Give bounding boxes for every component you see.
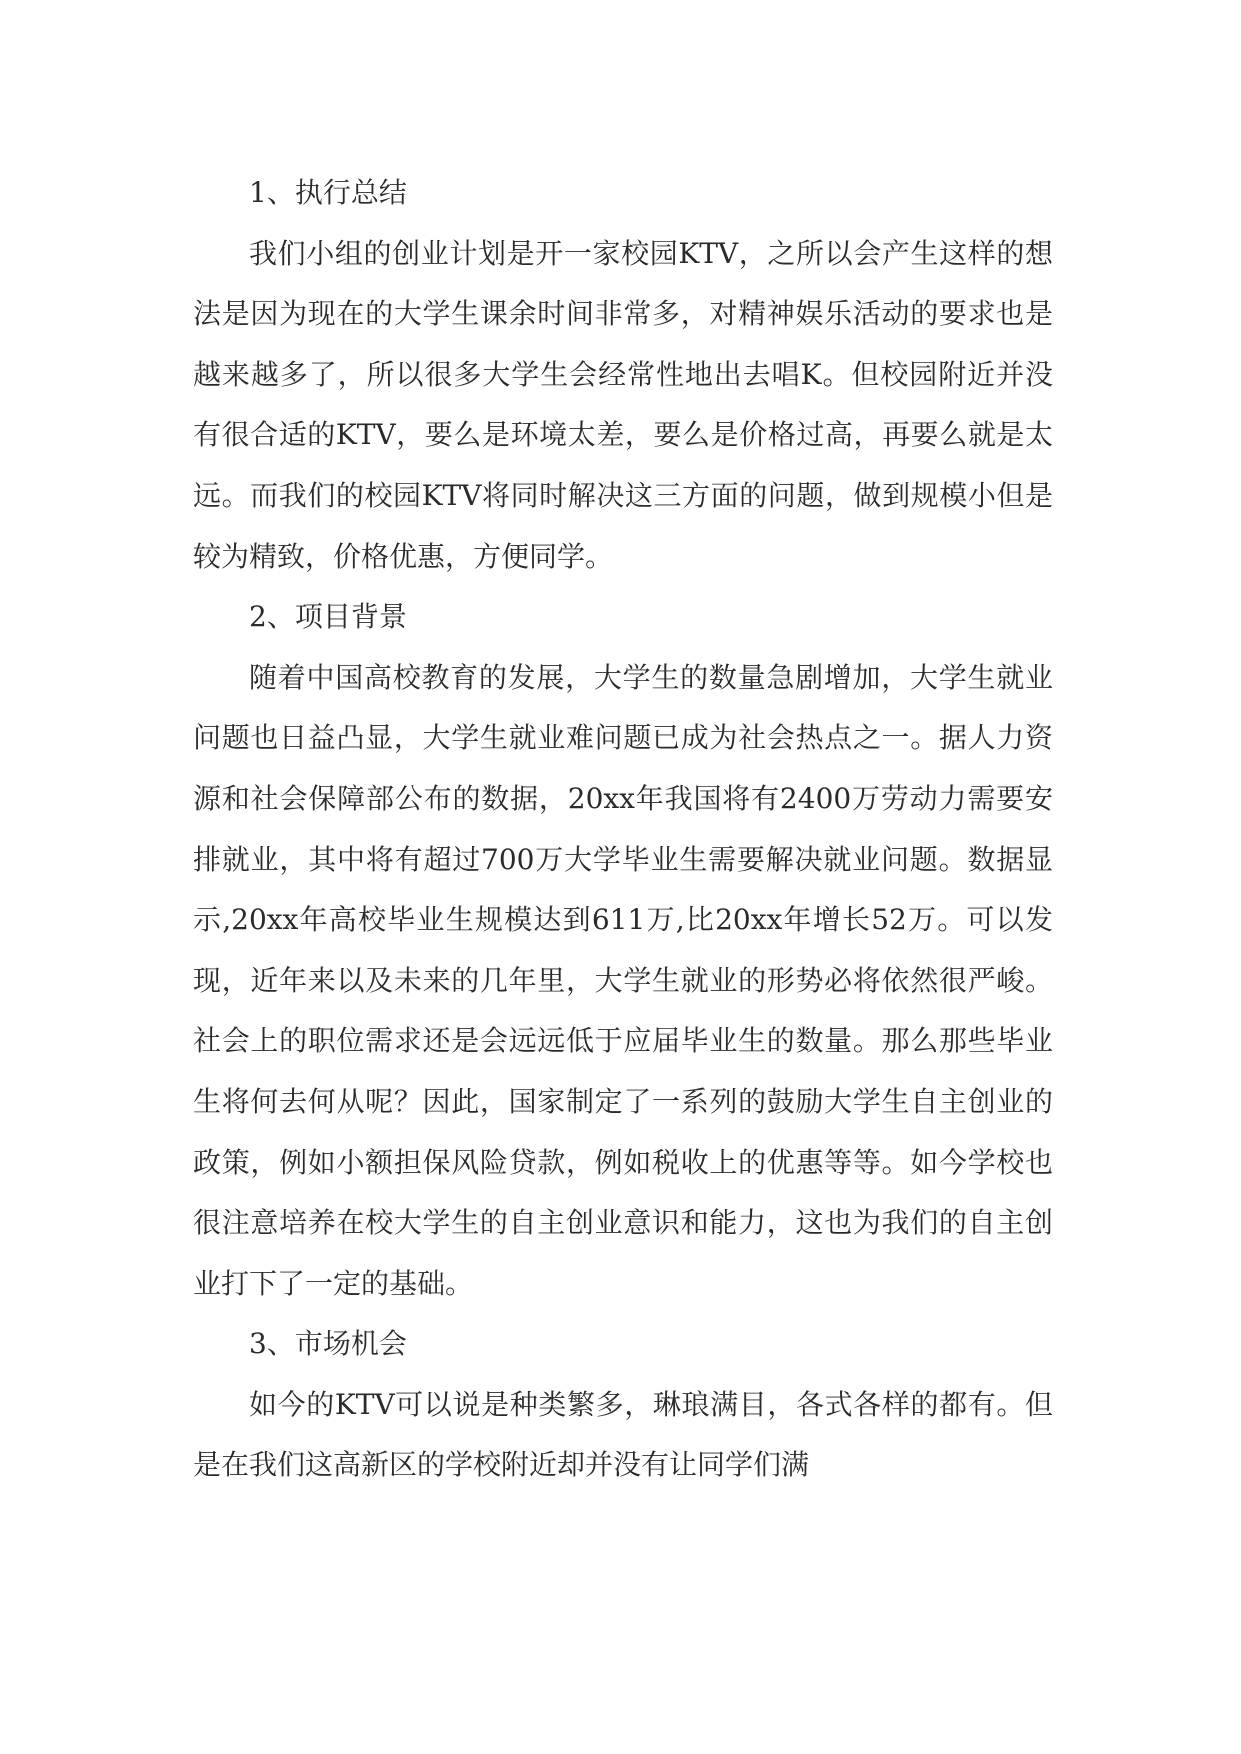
section-body-market-opportunity: 如今的KTV可以说是种类繁多，琳琅满目，各式各样的都有。但是在我们这高新区的学校附近却并没有让同学们满 <box>193 1387 1053 1482</box>
section-heading-executive-summary: 1、执行总结 <box>249 176 407 209</box>
section-heading-market-opportunity: 3、市场机会 <box>249 1327 407 1361</box>
section-body-project-background: 随着中国高校教育的发展，大学生的数量急剧增加，大学生就业问题也日益凸显，大学生就业难问题已成为社会热点之一。据人力资源和社会保障部公布的数据，20xx年我国将有2400万劳动力需要安排就业，其中将有超过700万大学毕业生需要解决就业问题。数据显示,20xx年高校毕业生规模达到611万,比20xx年增长52万。可以发现，近年来以及未来的几年里，大学生就业的形势必将依然很严峻。社会上的职位需求还是会远远低于应届毕业生的数量。那么那些毕业生将何去何从呢？因此，国家制定了一系列的鼓励大学生自主创业的政策，例如小额担保风险贷款，例如税收上的优惠等等。如今学校也很注意培养在校大学生的自主创业意识和能力，这也为我们的自主创业打下了一定的基础。 <box>193 660 1053 1300</box>
section-heading-project-background: 2、项目背景 <box>249 600 407 634</box>
section-body-executive-summary: 我们小组的创业计划是开一家校园KTV，之所以会产生这样的想法是因为现在的大学生课余时间非常多，对精神娱乐活动的要求也是越来越多了，所以很多大学生会经常性地出去唱K。但校园附近并没有很合适的KTV，要么是环境太差，要么是价格过高，再要么就是太远。而我们的校园KTV将同时解决这三方面的问题，做到规模小但是较为精致，价格优惠，方便同学。 <box>193 236 1053 573</box>
document-page <box>193 163 1053 1496</box>
